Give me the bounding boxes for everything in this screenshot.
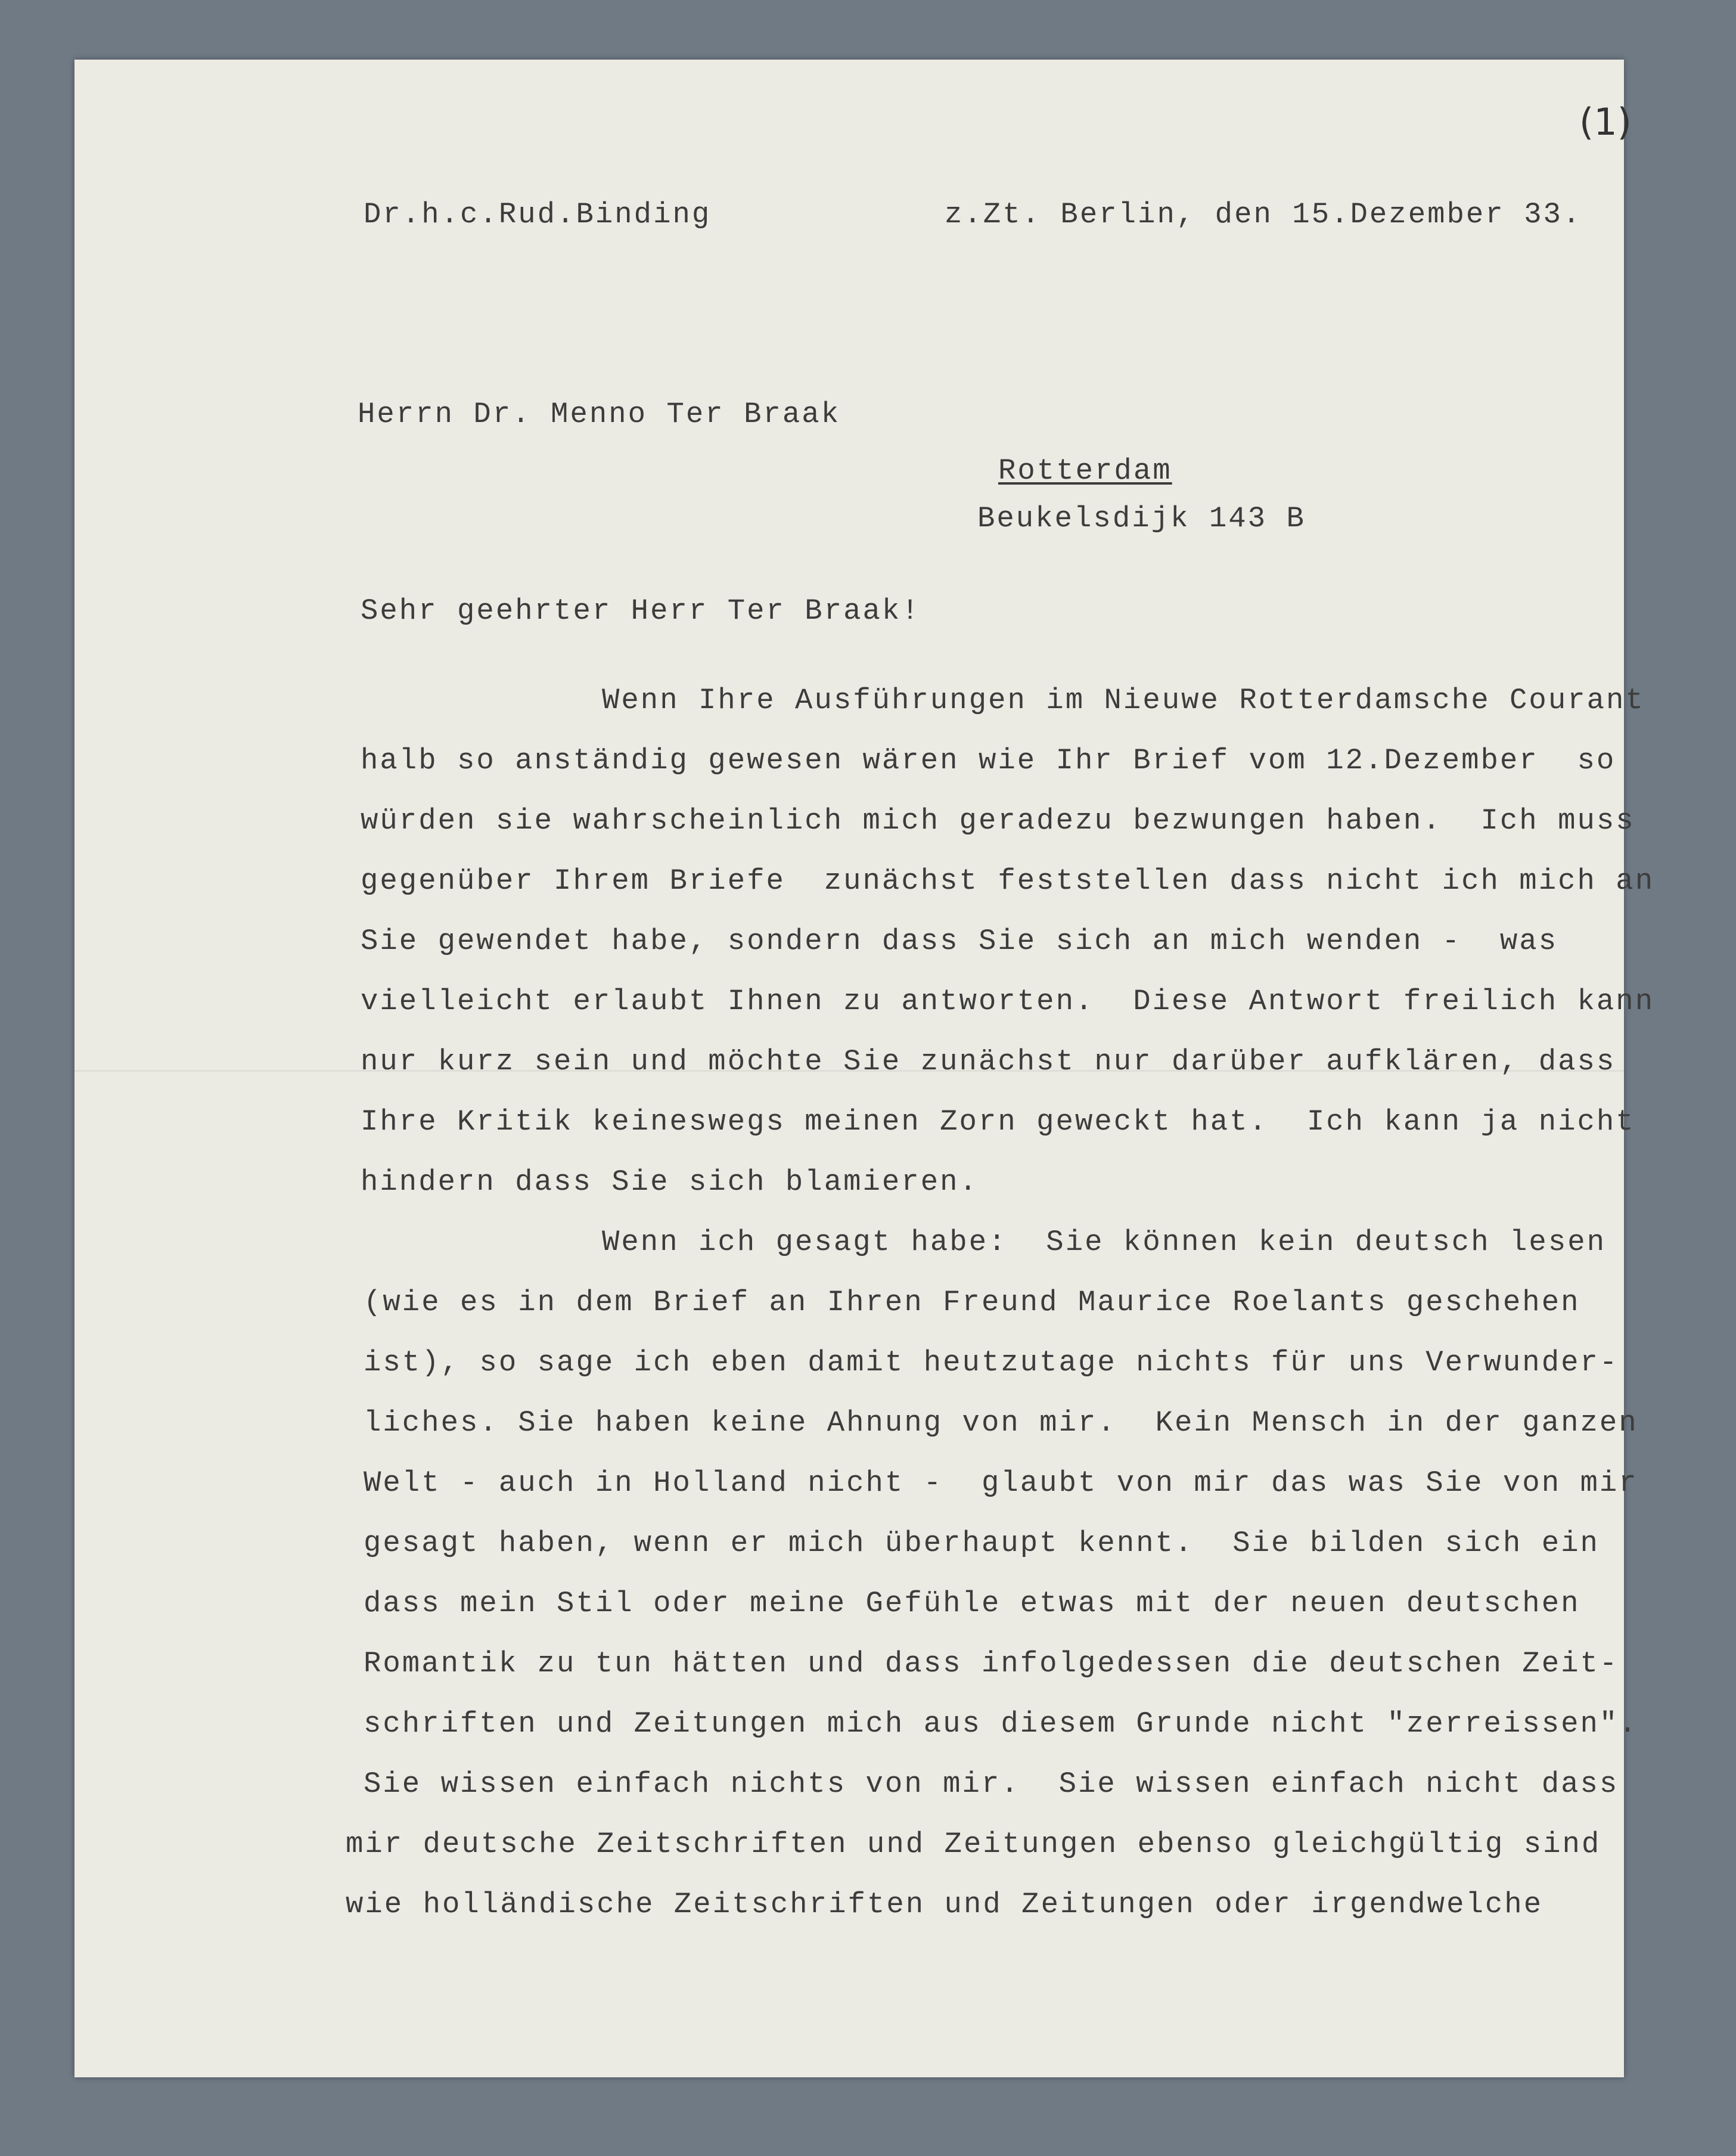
body-line: gesagt haben, wenn er mich überhaupt kennt. Sie bilden sich ein xyxy=(364,1527,1600,1560)
salutation: Sehr geehrter Herr Ter Braak! xyxy=(361,594,921,628)
body-line: nur kurz sein und möchte Sie zunächst nur darüber aufklären, dass xyxy=(361,1045,1616,1078)
page-number: (1) xyxy=(1579,100,1632,144)
recipient-street: Beukelsdijk 143 B xyxy=(977,502,1306,535)
recipient-name: Herrn Dr. Menno Ter Braak xyxy=(358,398,841,431)
body-line: mir deutsche Zeitschriften und Zeitungen ebenso gleichgültig sind xyxy=(346,1828,1601,1861)
body-line: wie holländische Zeitschriften und Zeitungen oder irgendwelche xyxy=(346,1888,1544,1921)
body-line: schriften und Zeitungen mich aus diesem Grunde nicht "zerreissen". xyxy=(364,1707,1638,1741)
body-line: Wenn ich gesagt habe: Sie können kein deutsch lesen xyxy=(602,1226,1607,1259)
body-line: (wie es in dem Brief an Ihren Freund Maurice Roelants geschehen xyxy=(364,1286,1580,1319)
body-line: würden sie wahrscheinlich mich geradezu bezwungen haben. Ich muss xyxy=(361,804,1635,837)
body-line: Ihre Kritik keineswegs meinen Zorn geweckt hat. Ich kann ja nicht xyxy=(361,1105,1635,1139)
body-line: halb so anständig gewesen wären wie Ihr Brief vom 12.Dezember so xyxy=(361,744,1616,777)
body-line: hindern dass Sie sich blamieren. xyxy=(361,1165,979,1199)
body-line: gegenüber Ihrem Briefe zunächst feststellen dass nicht ich mich an xyxy=(361,864,1655,898)
body-line: vielleicht erlaubt Ihnen zu antworten. Diese Antwort freilich kann xyxy=(361,985,1655,1018)
letter-page xyxy=(74,60,1655,2077)
place-date: z.Zt. Berlin, den 15.Dezember 33. xyxy=(945,198,1582,231)
body-line: liches. Sie haben keine Ahnung von mir. Kein Mensch in der ganzen xyxy=(364,1406,1638,1440)
recipient-city: Rotterdam xyxy=(998,454,1172,488)
sender-name: Dr.h.c.Rud.Binding xyxy=(364,198,712,231)
body-line: Sie wissen einfach nichts von mir. Sie wissen einfach nicht dass xyxy=(364,1767,1619,1801)
body-line: ist), so sage ich eben damit heutzutage nichts für uns Verwunder- xyxy=(364,1346,1619,1379)
body-line: Wenn Ihre Ausführungen im Nieuwe Rotterdamsche Courant xyxy=(602,684,1645,717)
body-line: Romantik zu tun hätten und dass infolgedessen die deutschen Zeit- xyxy=(364,1647,1619,1680)
body-line: Welt - auch in Holland nicht - glaubt von mir das was Sie von mir xyxy=(364,1466,1638,1500)
body-line: Sie gewendet habe, sondern dass Sie sich an mich wenden - was xyxy=(361,925,1558,958)
body-line: dass mein Stil oder meine Gefühle etwas mit der neuen deutschen xyxy=(364,1587,1580,1620)
